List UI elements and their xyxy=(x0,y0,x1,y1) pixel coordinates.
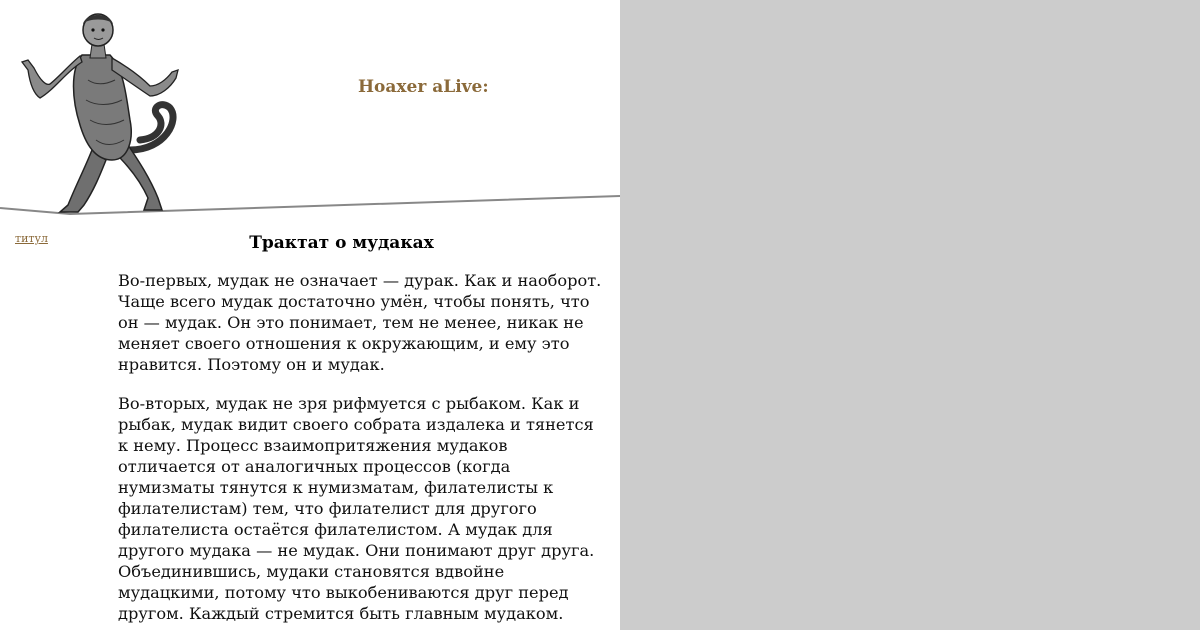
title-link[interactable]: титул xyxy=(15,232,48,245)
article-title: Трактат о мудаках xyxy=(249,233,434,253)
paragraph: Во-вторых, мудак не зря рифмуется с рыбаком. Как и рыбак, мудак видит своего собрата издалека и тянется к нему. Процесс взаимопритяжения мудаков отличается от аналогичных процессов (когда нумизматы тянутся к нумизматам, филателисты к филателистам) тем, что филателист для другого филателиста остаётся филателистом. А мудак для другого мудака — не мудак. Они понимают друг друга. Объединившись, мудаки становятся вдвойне мудацкими, потому что выкобениваются друг перед другом. Каждый стремится быть главным мудаком. xyxy=(118,394,595,623)
site-title: Hoaxer aLive: xyxy=(358,77,489,97)
article-body xyxy=(118,270,608,630)
header xyxy=(0,0,620,225)
paragraph: Во-первых, мудак не означает — дурак. Как и наоборот. Чаще всего мудак достаточно умён, чтобы понять, что он — мудак. Он это понимает, тем не менее, никак не меняет своего отношения к окружающим, и ему это нравится. Поэтому он и мудак. xyxy=(118,271,602,374)
tightrope-walker-icon xyxy=(0,0,200,225)
